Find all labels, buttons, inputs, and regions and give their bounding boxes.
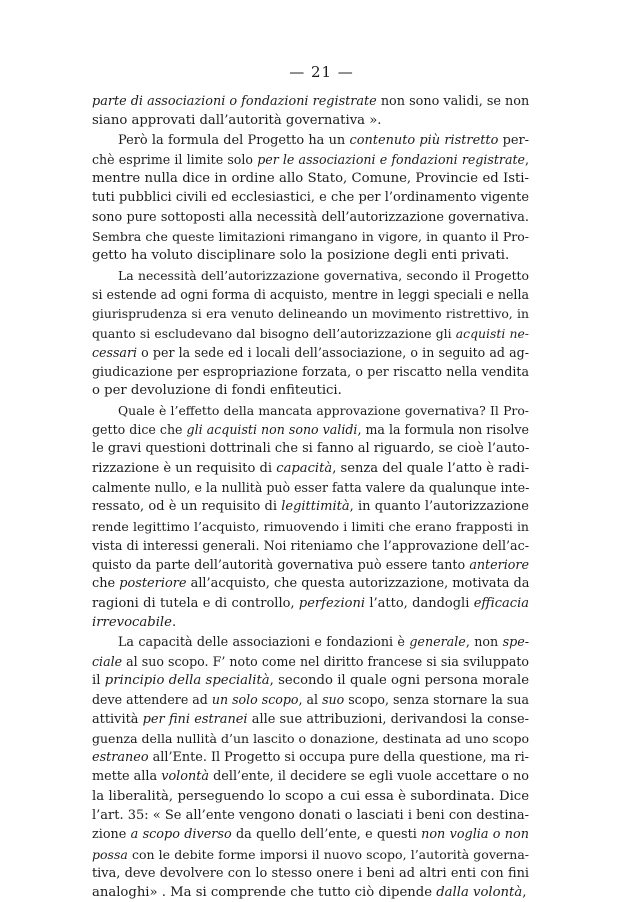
text-segment: tuti pubblici civili ed ecclesiastici, e che per l’ordinamento vigente <box>92 190 529 206</box>
text-segment: quisto da parte dell’autorità governativa può essere tanto <box>92 557 470 573</box>
text-segment: l’art. 35: « Se all’ente vengono donati o lasciati i beni con destina- <box>92 807 530 823</box>
text-line <box>92 478 529 497</box>
text-segment: o per devoluzione di fondi enfiteutici. <box>92 383 342 399</box>
text-line <box>92 401 529 420</box>
paragraph <box>92 92 529 131</box>
text-line <box>92 497 529 516</box>
text-line <box>92 767 529 786</box>
text-segment: vista di interessi generali. Noi riteniamo che l’approvazione dell’ac- <box>92 537 529 553</box>
text-segment: . <box>171 615 177 631</box>
italic-text: acquisti ne- <box>455 325 529 341</box>
text-segment: o per la sede ed i locali dell’associazione, o in seguito ad ag- <box>137 344 529 360</box>
italic-text: a scopo diverso <box>130 827 232 843</box>
text-line <box>92 825 529 844</box>
italic-text: anteriore <box>469 557 529 573</box>
text-segment: ressato, od è un requisito di <box>92 499 282 515</box>
text-segment: la liberalità, perseguendo lo scopo a cui essa è subordinata. Dice <box>92 788 529 804</box>
italic-text: parte di associazioni o fondazioni registrate <box>92 94 377 109</box>
text-segment: giurisprudenza si era venuto delineando un movimento ristrettivo, in <box>92 306 529 322</box>
text-segment: rizzazione è un requisito di <box>92 460 277 476</box>
text-line <box>92 690 529 709</box>
text-line <box>92 420 529 439</box>
text-segment: La necessità dell’autorizzazione governativa, secondo il Progetto <box>118 267 529 283</box>
text-line <box>92 362 529 381</box>
text-line <box>92 748 529 767</box>
text-line <box>92 632 529 651</box>
text-segment: al suo scopo. F’ noto come nel diritto francese si sia sviluppato <box>122 653 529 669</box>
text-line <box>92 536 529 555</box>
text-segment: chè esprime il limite solo <box>92 151 258 167</box>
italic-text: generale <box>409 634 466 650</box>
italic-text: un solo scopo <box>211 692 299 708</box>
text-line <box>92 324 529 343</box>
text-segment: , <box>524 151 529 167</box>
italic-text: estraneo <box>92 750 149 766</box>
text-segment: calmente nullo, e la nullità può esser fatta valere da qualunque inte- <box>92 479 530 495</box>
italic-text: capacità <box>276 460 333 476</box>
text-segment: , al <box>298 692 323 708</box>
text-segment: le gravi questioni dottrinali che si fanno al riguardo, se cioè l’auto- <box>92 441 530 457</box>
text-segment: analoghi» . Ma si comprende che tutto ciò dipende <box>92 885 437 901</box>
text-line <box>92 92 529 111</box>
italic-text: efficacia <box>473 595 529 611</box>
text-line <box>92 439 529 458</box>
text-line <box>92 227 529 246</box>
text-line <box>92 710 529 729</box>
text-segment: , <box>522 885 527 901</box>
text-line <box>92 169 529 188</box>
text-segment: ragioni di tutela e di controllo, <box>92 595 299 611</box>
italic-text: ciale <box>92 653 123 669</box>
italic-text: perfezioni <box>298 595 366 611</box>
text-line <box>92 555 529 574</box>
text-line <box>92 304 529 323</box>
italic-text: volontà <box>161 769 209 785</box>
text-line <box>92 131 529 150</box>
text-line <box>92 613 529 632</box>
text-segment: tiva, deve devolvere con lo stesso onere i beni ad altri enti con fini <box>92 865 529 881</box>
text-line <box>92 594 529 613</box>
text-segment: guenza della nullità d’un lascito o donazione, destinata ad uno scopo <box>92 730 529 746</box>
text-line <box>92 188 529 207</box>
italic-text: irrevocabile <box>92 615 172 631</box>
text-segment: Però la formula del Progetto ha un <box>118 132 350 148</box>
text-line <box>92 671 529 690</box>
text-segment: con le debite forme imporsi il nuovo scopo, l’autorità governa- <box>127 846 529 862</box>
text-segment: il <box>92 672 105 688</box>
text-line <box>92 787 529 806</box>
text-segment: si estende ad ogni forma di acquisto, mentre in leggi speciali e nella <box>92 286 529 302</box>
text-line <box>92 246 529 265</box>
text-line <box>92 729 529 748</box>
text-segment: per- <box>498 132 529 148</box>
text-segment: , in quanto l’autorizzazione <box>349 499 529 515</box>
italic-text: dalla volontà <box>436 885 523 901</box>
text-line <box>92 517 529 536</box>
text-segment: , non <box>465 634 503 650</box>
text-line <box>92 845 529 864</box>
text-line <box>92 381 529 400</box>
paragraph <box>92 401 529 633</box>
italic-text: principio della specialità <box>104 672 270 688</box>
text-segment: rende legittimo l’acquisto, rimuovendo i limiti che erano frapposti in <box>92 518 529 534</box>
text-segment: zione <box>92 827 131 843</box>
text-line <box>92 459 529 478</box>
text-segment: scopo, senza stornare la sua <box>344 692 529 708</box>
text-segment: getto dice che <box>92 422 187 438</box>
text-segment: siano approvati dall’autorità governativa ». <box>92 113 382 129</box>
text-line <box>92 343 529 362</box>
text-line <box>92 883 529 902</box>
text-segment: deve attendere ad <box>92 692 212 708</box>
text-segment: giudicazione per espropriazione forzata, o per riscatto nella vendita <box>92 364 529 380</box>
text-segment: , ma la formula non risolve <box>357 422 529 438</box>
text-segment: attività <box>92 711 143 727</box>
text-segment: non sono validi, se non <box>376 94 530 109</box>
text-segment: , senza del quale l’atto è radi- <box>332 460 530 476</box>
paragraph <box>92 632 529 902</box>
text-segment: sono pure sottoposti alla necessità dell’autorizzazione governativa. <box>92 209 529 225</box>
text-segment: Quale è l’effetto della mancata approvazione governativa? Il Pro- <box>118 402 529 418</box>
text-segment: l’atto, dandogli <box>365 595 474 611</box>
italic-text: non voglia o non <box>421 827 529 843</box>
italic-text: per le associazioni e fondazioni registrate <box>257 151 525 167</box>
italic-text: posteriore <box>119 576 187 592</box>
text-line <box>92 208 529 227</box>
text-line <box>92 285 529 304</box>
text-segment: all’acquisto, che questa autorizzazione, motivata da <box>186 576 530 592</box>
text-line <box>92 806 529 825</box>
text-segment: , secondo il quale ogni persona morale <box>269 672 529 688</box>
text-line <box>92 574 529 593</box>
italic-text: per fini estranei <box>142 711 248 727</box>
text-segment: getto ha voluto disciplinare solo la posizione degli enti privati. <box>92 248 510 264</box>
text-segment: dell’ente, il decidere se egli vuole accettare o no <box>208 769 529 785</box>
body-text <box>92 92 529 902</box>
text-segment: Sembra che queste limitazioni rimangano in vigore, in quanto il Pro- <box>92 229 529 245</box>
italic-text: suo <box>322 692 345 708</box>
italic-text: gli acquisti non sono validi <box>186 422 358 438</box>
text-line <box>92 150 529 169</box>
italic-text: cessari <box>92 344 137 360</box>
text-segment: che <box>92 576 120 592</box>
italic-text: legittimità <box>281 499 350 515</box>
page-number: — 21 — <box>289 63 354 81</box>
text-segment: alle sue attribuzioni, derivandosi la conse- <box>247 711 529 727</box>
text-segment: quanto si escludevano dal bisogno dell’autorizzazione gli <box>92 325 456 341</box>
text-line <box>92 266 529 285</box>
text-segment: all’Ente. Il Progetto si occupa pure della questione, ma ri- <box>148 750 529 766</box>
text-line <box>92 652 529 671</box>
italic-text: contenuto più ristretto <box>349 132 499 148</box>
text-line <box>92 111 529 130</box>
paragraph <box>92 131 529 266</box>
italic-text: spe- <box>502 634 529 650</box>
text-segment: mette alla <box>92 769 162 785</box>
text-segment: La capacità delle associazioni e fondazioni è <box>118 634 410 650</box>
text-line <box>92 864 529 883</box>
text-segment: mentre nulla dice in ordine allo Stato, Comune, Provincie ed Isti- <box>92 171 529 187</box>
italic-text: possa <box>92 846 128 862</box>
paragraph <box>92 266 529 401</box>
text-segment: da quello dell’ente, e questi <box>231 827 422 843</box>
